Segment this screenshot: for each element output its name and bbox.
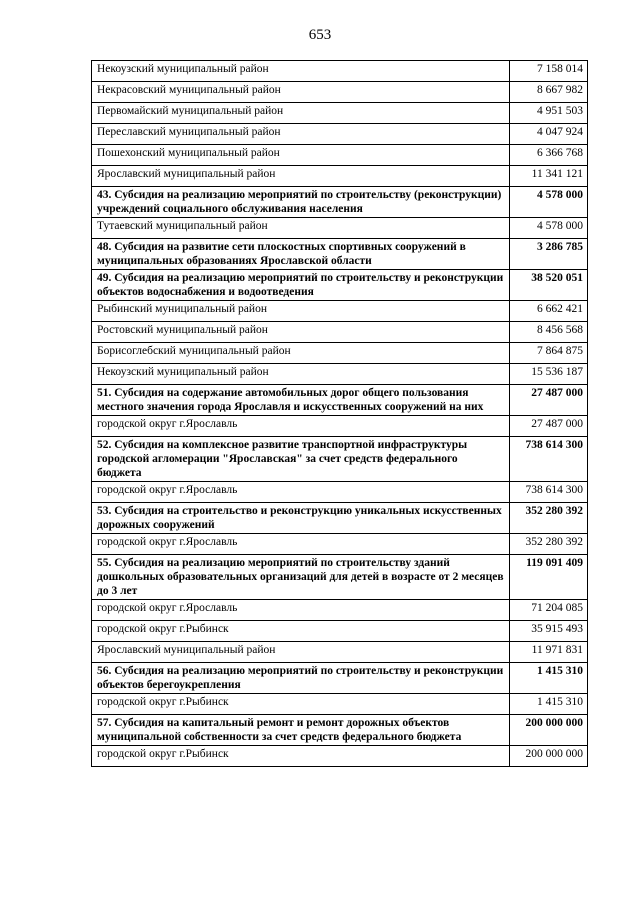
recipient-row	[92, 166, 588, 187]
subsidy-heading-row	[92, 239, 588, 270]
recipient-name: городской округ г.Ярославль	[92, 534, 510, 555]
subsidy-heading-row	[92, 715, 588, 746]
subsidy-heading-row	[92, 555, 588, 600]
recipient-name: Некрасовский муниципальный район	[92, 82, 510, 103]
recipient-amount: 15 536 187	[510, 364, 588, 385]
subsidy-heading-row	[92, 503, 588, 534]
recipient-name: городской округ г.Рыбинск	[92, 621, 510, 642]
recipient-row	[92, 482, 588, 503]
recipient-row	[92, 103, 588, 124]
subsidy-title: 51. Субсидия на содержание автомобильных дорог общего пользования местного значения города Ярославля и искусственных сооружений на них	[92, 385, 510, 416]
recipient-name: городской округ г.Ярославль	[92, 600, 510, 621]
recipient-row	[92, 642, 588, 663]
recipient-row	[92, 82, 588, 103]
subsidy-title: 48. Субсидия на развитие сети плоскостных спортивных сооружений в муниципальных образованиях Ярославской области	[92, 239, 510, 270]
subsidy-total: 1 415 310	[510, 663, 588, 694]
subsidy-title: 55. Субсидия на реализацию мероприятий по строительству зданий дошкольных образовательных организаций для детей в возрасте от 2 месяцев до 3 лет	[92, 555, 510, 600]
subsidy-title: 57. Субсидия на капитальный ремонт и ремонт дорожных объектов муниципальной собственности за счет средств федерального бюджета	[92, 715, 510, 746]
subsidy-total: 38 520 051	[510, 270, 588, 301]
recipient-amount: 11 971 831	[510, 642, 588, 663]
page-number: 653	[308, 27, 332, 43]
subsidy-total: 352 280 392	[510, 503, 588, 534]
recipient-name: Первомайский муниципальный район	[92, 103, 510, 124]
recipient-row	[92, 301, 588, 322]
subsidy-title: 52. Субсидия на комплексное развитие транспортной инфраструктуры городской агломерации "Ярославская" за счет средств федерального бюджета	[92, 437, 510, 482]
recipient-name: Некоузский муниципальный район	[92, 364, 510, 385]
recipient-row	[92, 124, 588, 145]
recipient-amount: 4 951 503	[510, 103, 588, 124]
subsidy-title: 53. Субсидия на строительство и реконструкцию уникальных искусственных дорожных сооружений	[92, 503, 510, 534]
subsidy-total: 119 091 409	[510, 555, 588, 600]
recipient-name: Пошехонский муниципальный район	[92, 145, 510, 166]
recipient-row	[92, 416, 588, 437]
recipient-row	[92, 694, 588, 715]
recipient-name: городской округ г.Ярославль	[92, 416, 510, 437]
subsidy-title: 49. Субсидия на реализацию мероприятий по строительству и реконструкции объектов водоснабжения и водоотведения	[92, 270, 510, 301]
subsidy-heading-row	[92, 437, 588, 482]
recipient-amount: 27 487 000	[510, 416, 588, 437]
recipient-amount: 35 915 493	[510, 621, 588, 642]
recipient-amount: 8 456 568	[510, 322, 588, 343]
subsidy-total: 738 614 300	[510, 437, 588, 482]
recipient-name: Переславский муниципальный район	[92, 124, 510, 145]
recipient-name: Борисоглебский муниципальный район	[92, 343, 510, 364]
recipient-amount: 7 158 014	[510, 61, 588, 82]
recipient-row	[92, 600, 588, 621]
subsidy-heading-row	[92, 187, 588, 218]
recipient-row	[92, 218, 588, 239]
recipient-name: городской округ г.Ярославль	[92, 482, 510, 503]
subsidy-total: 3 286 785	[510, 239, 588, 270]
subsidy-title: 56. Субсидия на реализацию мероприятий по строительству и реконструкции объектов берегоукрепления	[92, 663, 510, 694]
recipient-name: Ярославский муниципальный район	[92, 166, 510, 187]
subsidy-total: 27 487 000	[510, 385, 588, 416]
recipient-name: Ярославский муниципальный район	[92, 642, 510, 663]
recipient-amount: 200 000 000	[510, 746, 588, 767]
recipient-row	[92, 322, 588, 343]
recipient-amount: 738 614 300	[510, 482, 588, 503]
subsidy-heading-row	[92, 663, 588, 694]
recipient-row	[92, 621, 588, 642]
recipient-name: Тутаевский муниципальный район	[92, 218, 510, 239]
recipient-row	[92, 534, 588, 555]
recipient-amount: 6 366 768	[510, 145, 588, 166]
recipient-row	[92, 364, 588, 385]
subsidy-title: 43. Субсидия на реализацию мероприятий по строительству (реконструкции) учреждений социального обслуживания населения	[92, 187, 510, 218]
subsidy-heading-row	[92, 385, 588, 416]
recipient-amount: 11 341 121	[510, 166, 588, 187]
recipient-name: городской округ г.Рыбинск	[92, 694, 510, 715]
recipient-amount: 7 864 875	[510, 343, 588, 364]
recipient-name: городской округ г.Рыбинск	[92, 746, 510, 767]
recipient-amount: 352 280 392	[510, 534, 588, 555]
recipient-row	[92, 61, 588, 82]
recipient-name: Рыбинский муниципальный район	[92, 301, 510, 322]
recipient-amount: 4 578 000	[510, 218, 588, 239]
recipient-amount: 4 047 924	[510, 124, 588, 145]
subsidy-table	[91, 60, 588, 767]
recipient-row	[92, 145, 588, 166]
subsidy-table-body	[92, 61, 588, 767]
recipient-amount: 71 204 085	[510, 600, 588, 621]
recipient-row	[92, 746, 588, 767]
subsidy-total: 200 000 000	[510, 715, 588, 746]
subsidy-total: 4 578 000	[510, 187, 588, 218]
recipient-row	[92, 343, 588, 364]
recipient-amount: 1 415 310	[510, 694, 588, 715]
recipient-name: Ростовский муниципальный район	[92, 322, 510, 343]
subsidy-heading-row	[92, 270, 588, 301]
recipient-amount: 8 667 982	[510, 82, 588, 103]
recipient-amount: 6 662 421	[510, 301, 588, 322]
recipient-name: Некоузский муниципальный район	[92, 61, 510, 82]
